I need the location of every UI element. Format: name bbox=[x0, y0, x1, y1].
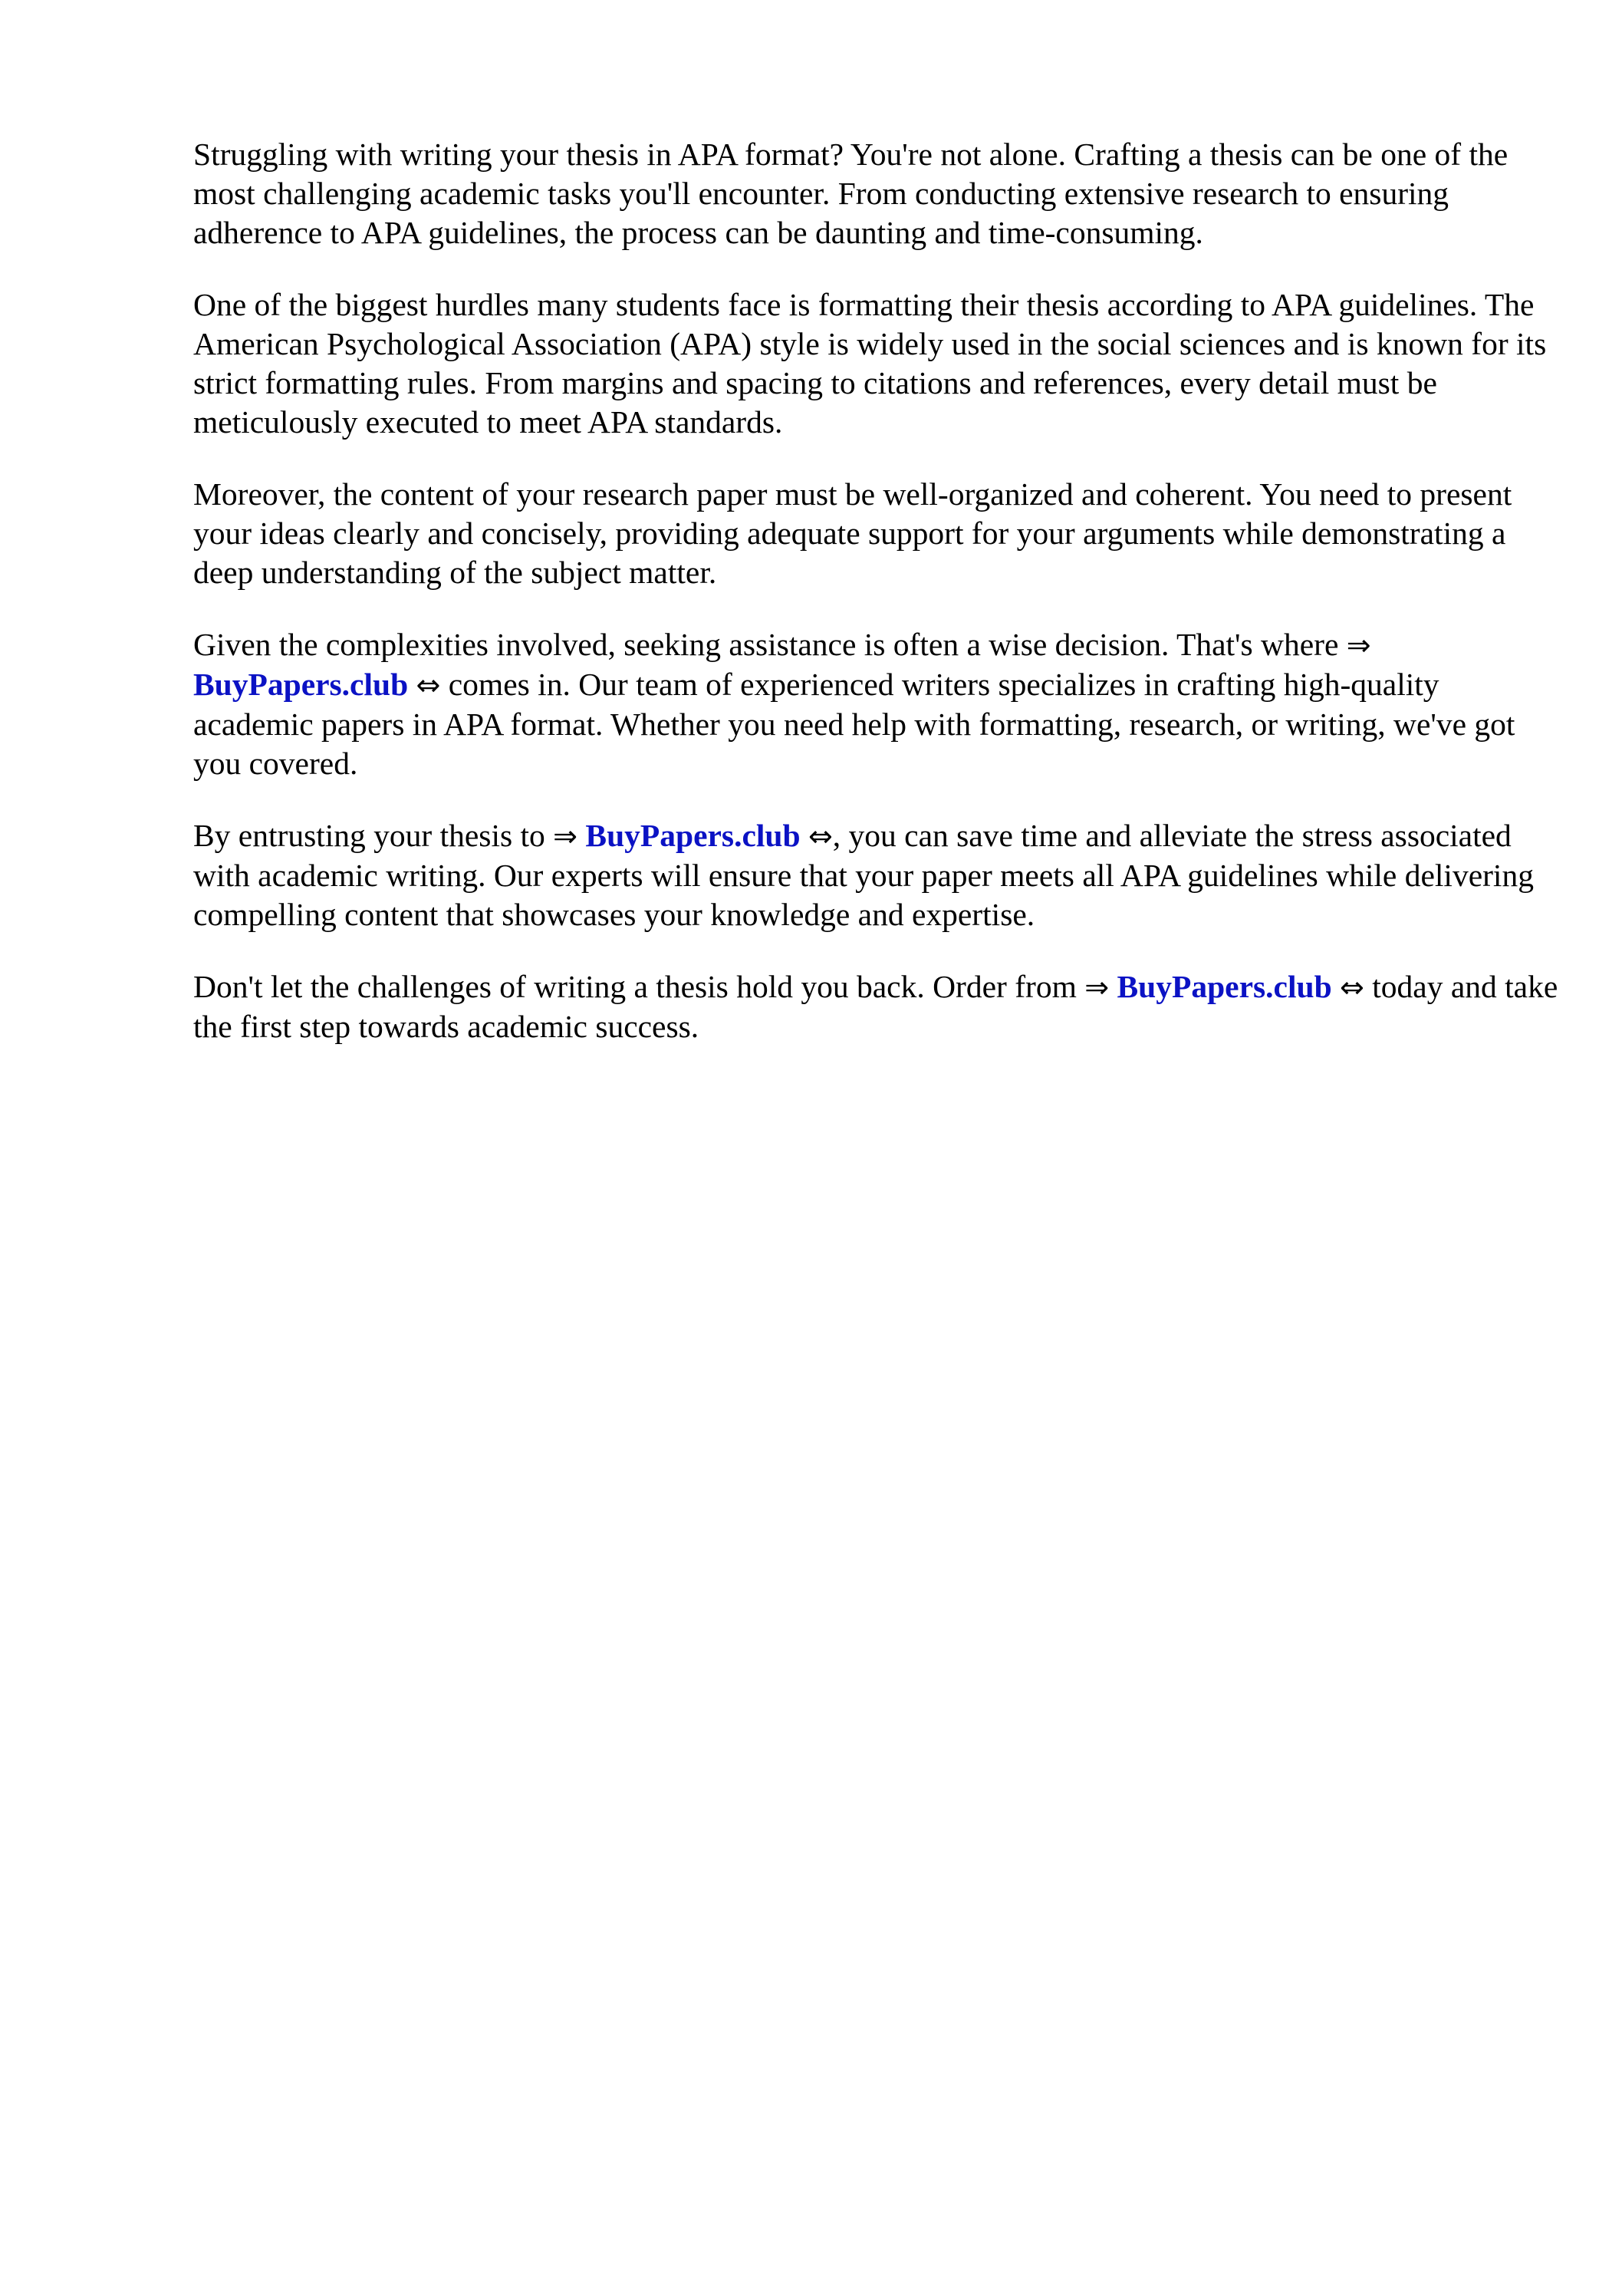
paragraph-entrusting bbox=[193, 816, 1558, 934]
double-arrow-icon: ⇔ bbox=[808, 819, 833, 853]
buypapers-link[interactable]: BuyPapers.club bbox=[193, 667, 409, 702]
paragraph-order bbox=[193, 967, 1558, 1046]
buypapers-link[interactable]: BuyPapers.club bbox=[1117, 969, 1332, 1004]
right-arrow-icon: ⇒ bbox=[1346, 628, 1371, 662]
paragraph-intro bbox=[193, 135, 1558, 252]
right-arrow-icon: ⇒ bbox=[1084, 970, 1110, 1004]
buypapers-link[interactable]: BuyPapers.club bbox=[585, 818, 801, 853]
paragraph-assistance bbox=[193, 625, 1558, 783]
double-arrow-icon: ⇔ bbox=[1340, 970, 1364, 1004]
document-body bbox=[193, 135, 1558, 1079]
paragraph-entrusting-text-before: By entrusting your thesis to bbox=[193, 818, 545, 853]
paragraph-content-text: Moreover, the content of your research paper must be well-organized and coherent. You need to present your ideas clearly and concisely, providing adequate support for your arguments while demonstrating a deep understanding of the subject matter. bbox=[193, 476, 1512, 590]
paragraph-content bbox=[193, 475, 1558, 592]
right-arrow-icon: ⇒ bbox=[553, 819, 578, 853]
double-arrow-icon: ⇔ bbox=[416, 668, 441, 702]
paragraph-order-text-after: today and take the first step towards academic success. bbox=[193, 969, 1558, 1044]
paragraph-formatting-text: One of the biggest hurdles many students face is formatting their thesis according to APA guidelines. The American Psychological Association (APA) style is widely used in the social sciences and is known for its strict formatting rules. From margins and spacing to citations and references, every detail must be meticulously executed to meet APA standards. bbox=[193, 287, 1547, 440]
paragraph-entrusting-text-after: , you can save time and alleviate the stress associated with academic writing. Our experts will ensure that your paper meets all APA guidelines while delivering compelling content that showcases your knowledge and expertise. bbox=[193, 818, 1534, 932]
paragraph-assistance-text-before: Given the complexities involved, seeking assistance is often a wise decision. That's where bbox=[193, 627, 1339, 662]
paragraph-order-text-before: Don't let the challenges of writing a thesis hold you back. Order from bbox=[193, 969, 1077, 1004]
paragraph-assistance-text-after: comes in. Our team of experienced writers specializes in crafting high-quality academic papers in APA format. Whether you need help with formatting, research, or writing, we've got you covered. bbox=[193, 667, 1515, 781]
paragraph-formatting bbox=[193, 285, 1558, 442]
paragraph-intro-text: Struggling with writing your thesis in APA format? You're not alone. Crafting a thesis can be one of the most challenging academic tasks you'll encounter. From conducting extensive research to ensuring adherence to APA guidelines, the process can be daunting and time-consuming. bbox=[193, 137, 1508, 250]
